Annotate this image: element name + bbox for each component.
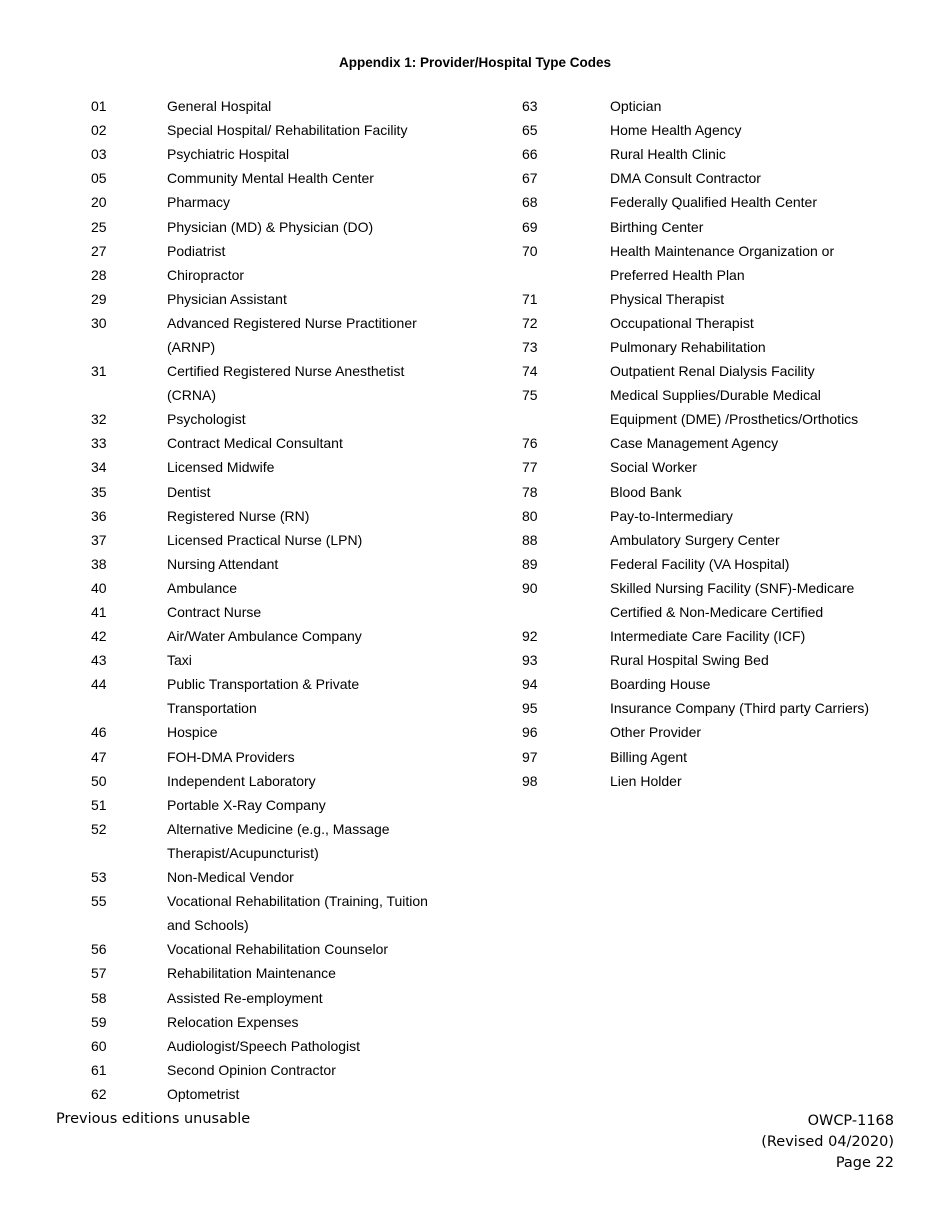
footer-note: Previous editions unusable	[56, 1111, 251, 1127]
type-code: 62	[91, 1085, 107, 1102]
type-code: 55	[91, 893, 107, 910]
type-code: 96	[522, 724, 538, 741]
code-row	[91, 672, 451, 696]
code-row	[91, 720, 451, 744]
type-description: Billing Agent	[610, 748, 688, 765]
revision-date: (Revised 04/2020)	[761, 1134, 894, 1150]
type-description: Occupational Therapist	[610, 314, 754, 331]
code-row	[91, 166, 451, 190]
code-row	[91, 335, 451, 359]
code-row	[522, 696, 892, 720]
code-row	[522, 383, 892, 407]
code-row	[522, 190, 892, 214]
type-description: (ARNP)	[167, 338, 216, 355]
type-code: 88	[522, 531, 538, 548]
type-description: Outpatient Renal Dialysis Facility	[610, 363, 815, 380]
type-code: 76	[522, 435, 538, 452]
type-description: Intermediate Care Facility (ICF)	[610, 628, 806, 645]
type-description: Public Transportation & Private	[167, 676, 360, 693]
code-row	[91, 793, 451, 817]
code-row	[91, 190, 451, 214]
code-row	[91, 817, 451, 841]
type-description: Second Opinion Contractor	[167, 1061, 336, 1078]
type-code: 27	[91, 242, 107, 259]
type-code: 61	[91, 1061, 107, 1078]
type-code: 41	[91, 604, 107, 621]
type-code: 60	[91, 1037, 107, 1054]
type-code: 59	[91, 1013, 107, 1030]
type-code: 75	[522, 387, 538, 404]
type-description: Relocation Expenses	[167, 1013, 299, 1030]
type-code: 31	[91, 363, 107, 380]
type-code: 95	[522, 700, 538, 717]
type-description: DMA Consult Contractor	[610, 170, 761, 187]
type-description: Vocational Rehabilitation Counselor	[167, 941, 389, 958]
type-code: 97	[522, 748, 538, 765]
type-code: 93	[522, 652, 538, 669]
type-code: 02	[91, 122, 107, 139]
code-row	[522, 745, 892, 769]
type-code: 66	[522, 146, 538, 163]
page-title: Appendix 1: Provider/Hospital Type Codes	[338, 55, 612, 70]
type-code: 43	[91, 652, 107, 669]
code-row	[522, 311, 892, 335]
type-description: Psychiatric Hospital	[167, 146, 290, 163]
code-row	[91, 287, 451, 311]
type-description: Federally Qualified Health Center	[610, 194, 817, 211]
type-description: Optician	[610, 98, 662, 115]
type-code: 32	[91, 411, 107, 428]
code-table-right-column	[522, 94, 892, 793]
type-code: 28	[91, 266, 107, 283]
type-code: 90	[522, 579, 538, 596]
type-description: Skilled Nursing Facility (SNF)-Medicare	[610, 579, 855, 596]
code-row	[91, 865, 451, 889]
type-description: Ambulance	[167, 579, 238, 596]
code-row	[91, 263, 451, 287]
type-code: 69	[522, 218, 538, 235]
type-description: Rural Health Clinic	[610, 146, 726, 163]
type-description: Rural Hospital Swing Bed	[610, 652, 769, 669]
type-code: 68	[522, 194, 538, 211]
type-code: 72	[522, 314, 538, 331]
type-description: Audiologist/Speech Pathologist	[167, 1037, 361, 1054]
code-row	[522, 407, 892, 431]
code-row	[91, 696, 451, 720]
type-description: Hospice	[167, 724, 218, 741]
code-row	[91, 311, 451, 335]
type-code: 67	[522, 170, 538, 187]
type-description: Podiatrist	[167, 242, 226, 259]
code-row	[91, 142, 451, 166]
code-row	[91, 624, 451, 648]
code-row	[522, 166, 892, 190]
type-description: Equipment (DME) /Prosthetics/Orthotics	[610, 411, 859, 428]
type-code: 65	[522, 122, 538, 139]
code-row	[522, 214, 892, 238]
code-row	[91, 239, 451, 263]
code-row	[522, 94, 892, 118]
code-row	[91, 94, 451, 118]
type-description: Pharmacy	[167, 194, 231, 211]
type-description: Vocational Rehabilitation (Training, Tuition	[167, 893, 428, 910]
type-code: 50	[91, 772, 107, 789]
type-description: Registered Nurse (RN)	[167, 507, 310, 524]
type-code: 63	[522, 98, 538, 115]
code-row	[91, 359, 451, 383]
code-row	[91, 480, 451, 504]
code-row	[522, 672, 892, 696]
type-description: Independent Laboratory	[167, 772, 316, 789]
type-code: 05	[91, 170, 107, 187]
type-description: Social Worker	[610, 459, 697, 476]
page-number: Page 22	[835, 1155, 894, 1171]
type-description: Community Mental Health Center	[167, 170, 374, 187]
type-description: Federal Facility (VA Hospital)	[610, 555, 790, 572]
type-description: Preferred Health Plan	[610, 266, 745, 283]
type-code: 53	[91, 869, 107, 886]
code-row	[522, 263, 892, 287]
type-description: Assisted Re-employment	[167, 989, 323, 1006]
type-description: Lien Holder	[610, 772, 682, 789]
type-code: 78	[522, 483, 538, 500]
form-number: OWCP-1168	[807, 1113, 894, 1129]
code-row	[91, 1034, 451, 1058]
code-row	[91, 745, 451, 769]
type-description: Alternative Medicine (e.g., Massage	[167, 820, 390, 837]
code-table-left-column	[91, 94, 451, 1106]
type-description: Optometrist	[167, 1085, 240, 1102]
type-code: 25	[91, 218, 107, 235]
type-description: and Schools)	[167, 917, 249, 934]
type-code: 20	[91, 194, 107, 211]
type-description: Portable X-Ray Company	[167, 796, 326, 813]
type-code: 70	[522, 242, 538, 259]
type-code: 29	[91, 290, 107, 307]
type-code: 73	[522, 338, 538, 355]
type-description: Ambulatory Surgery Center	[610, 531, 780, 548]
code-row	[91, 528, 451, 552]
type-code: 42	[91, 628, 107, 645]
code-row	[91, 1010, 451, 1034]
type-code: 35	[91, 483, 107, 500]
type-description: Certified Registered Nurse Anesthetist	[167, 363, 405, 380]
type-code: 34	[91, 459, 107, 476]
type-description: Rehabilitation Maintenance	[167, 965, 336, 982]
type-code: 51	[91, 796, 107, 813]
type-code: 30	[91, 314, 107, 331]
code-row	[91, 648, 451, 672]
type-description: Case Management Agency	[610, 435, 779, 452]
code-row	[91, 1082, 451, 1106]
type-description: Pay-to-Intermediary	[610, 507, 733, 524]
code-row	[91, 985, 451, 1009]
type-description: Certified & Non-Medicare Certified	[610, 604, 824, 621]
code-row	[522, 431, 892, 455]
type-description: Contract Nurse	[167, 604, 262, 621]
type-description: Special Hospital/ Rehabilitation Facility	[167, 122, 408, 139]
code-row	[522, 142, 892, 166]
type-description: Home Health Agency	[610, 122, 742, 139]
code-row	[91, 961, 451, 985]
code-row	[522, 600, 892, 624]
code-row	[91, 769, 451, 793]
type-description: Medical Supplies/Durable Medical	[610, 387, 821, 404]
code-row	[522, 720, 892, 744]
type-code: 98	[522, 772, 538, 789]
type-description: Boarding House	[610, 676, 711, 693]
type-description: Physical Therapist	[610, 290, 725, 307]
type-code: 33	[91, 435, 107, 452]
code-row	[522, 576, 892, 600]
code-row	[522, 359, 892, 383]
code-row	[522, 480, 892, 504]
code-row	[91, 383, 451, 407]
type-description: Insurance Company (Third party Carriers)	[610, 700, 870, 717]
type-description: Physician (MD) & Physician (DO)	[167, 218, 374, 235]
code-row	[91, 889, 451, 913]
code-row	[522, 455, 892, 479]
type-description: Birthing Center	[610, 218, 704, 235]
code-row	[522, 552, 892, 576]
type-code: 46	[91, 724, 107, 741]
type-description: Transportation	[167, 700, 257, 717]
type-code: 80	[522, 507, 538, 524]
type-code: 37	[91, 531, 107, 548]
code-row	[522, 769, 892, 793]
type-code: 47	[91, 748, 107, 765]
code-row	[91, 504, 451, 528]
type-code: 77	[522, 459, 538, 476]
type-code: 89	[522, 555, 538, 572]
type-code: 52	[91, 820, 107, 837]
code-row	[91, 407, 451, 431]
code-row	[91, 913, 451, 937]
type-description: Blood Bank	[610, 483, 682, 500]
code-row	[91, 455, 451, 479]
type-description: FOH-DMA Providers	[167, 748, 295, 765]
type-description: Other Provider	[610, 724, 702, 741]
code-row	[91, 841, 451, 865]
code-row	[91, 600, 451, 624]
code-row	[522, 118, 892, 142]
type-description: Therapist/Acupuncturist)	[167, 844, 319, 861]
type-code: 92	[522, 628, 538, 645]
type-description: Health Maintenance Organization or	[610, 242, 835, 259]
type-description: Nursing Attendant	[167, 555, 279, 572]
code-row	[522, 239, 892, 263]
type-description: Licensed Practical Nurse (LPN)	[167, 531, 363, 548]
code-row	[522, 528, 892, 552]
type-code: 40	[91, 579, 107, 596]
type-code: 71	[522, 290, 538, 307]
code-row	[522, 287, 892, 311]
type-description: Licensed Midwife	[167, 459, 275, 476]
code-row	[91, 576, 451, 600]
type-description: Psychologist	[167, 411, 246, 428]
type-description: Taxi	[167, 652, 192, 669]
type-description: Non-Medical Vendor	[167, 869, 294, 886]
code-row	[522, 648, 892, 672]
code-row	[522, 335, 892, 359]
type-code: 57	[91, 965, 107, 982]
type-description: Air/Water Ambulance Company	[167, 628, 362, 645]
type-code: 38	[91, 555, 107, 572]
type-description: (CRNA)	[167, 387, 216, 404]
type-description: Advanced Registered Nurse Practitioner	[167, 314, 417, 331]
type-description: General Hospital	[167, 98, 272, 115]
type-code: 94	[522, 676, 538, 693]
footer-form-info	[761, 1111, 894, 1174]
type-code: 58	[91, 989, 107, 1006]
type-description: Dentist	[167, 483, 211, 500]
code-row	[91, 214, 451, 238]
code-row	[91, 1058, 451, 1082]
type-description: Physician Assistant	[167, 290, 287, 307]
type-code: 56	[91, 941, 107, 958]
type-code: 03	[91, 146, 107, 163]
code-row	[522, 624, 892, 648]
code-row	[91, 937, 451, 961]
type-code: 01	[91, 98, 107, 115]
type-code: 74	[522, 363, 538, 380]
code-row	[91, 552, 451, 576]
code-row	[91, 431, 451, 455]
code-row	[522, 504, 892, 528]
type-description: Contract Medical Consultant	[167, 435, 343, 452]
type-code: 44	[91, 676, 107, 693]
type-code: 36	[91, 507, 107, 524]
code-row	[91, 118, 451, 142]
type-description: Pulmonary Rehabilitation	[610, 338, 766, 355]
type-description: Chiropractor	[167, 266, 245, 283]
